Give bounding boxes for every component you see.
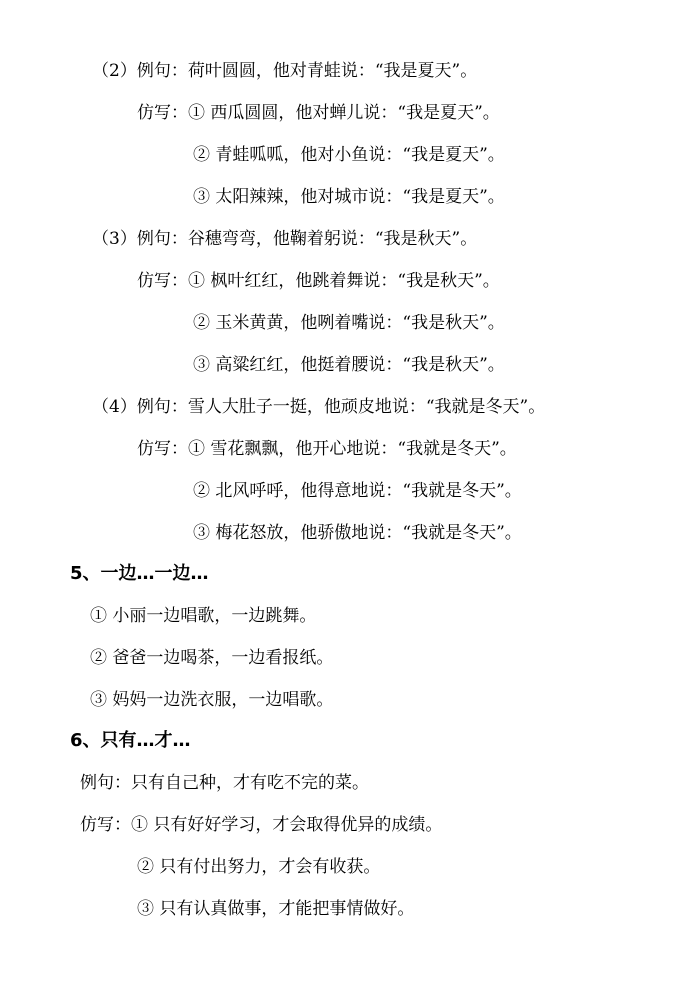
section-6-heading: 6、只有…才… — [70, 730, 191, 751]
section-6-imitation-3: ③ 只有认真做事，才能把事情做好。 — [137, 899, 415, 919]
imitation-2-3: ③ 太阳辣辣，他对城市说：“我是夏天”。 — [193, 187, 505, 207]
imitation-3-1: 仿写：① 枫叶红红，他跳着舞说：“我是秋天”。 — [137, 271, 500, 291]
section-5-item-2: ② 爸爸一边喝茶，一边看报纸。 — [90, 648, 334, 668]
imitation-3-3: ③ 高粱红红，他挺着腰说：“我是秋天”。 — [193, 355, 505, 375]
section-5-item-3: ③ 妈妈一边洗衣服，一边唱歌。 — [90, 690, 334, 710]
section-5-item-1: ① 小丽一边唱歌，一边跳舞。 — [90, 606, 317, 626]
imitation-4-2: ② 北风呼呼，他得意地说：“我就是冬天”。 — [193, 481, 522, 501]
example-sentence-3: （3）例句：谷穗弯弯，他鞠着躬说：“我是秋天”。 — [92, 229, 478, 249]
imitation-2-1: 仿写：① 西瓜圆圆，他对蝉儿说：“我是夏天”。 — [137, 103, 500, 123]
section-6-imitation-1: 仿写：① 只有好好学习，才会取得优异的成绩。 — [80, 815, 443, 835]
section-6-imitation-2: ② 只有付出努力，才会有收获。 — [137, 857, 381, 877]
imitation-3-2: ② 玉米黄黄，他咧着嘴说：“我是秋天”。 — [193, 313, 505, 333]
imitation-4-3: ③ 梅花怒放，他骄傲地说：“我就是冬天”。 — [193, 523, 522, 543]
section-6-example: 例句：只有自己种，才有吃不完的菜。 — [80, 773, 369, 793]
example-sentence-4: （4）例句：雪人大肚子一挺，他顽皮地说：“我就是冬天”。 — [92, 397, 546, 417]
example-sentence-2: （2）例句：荷叶圆圆，他对青蛙说：“我是夏天”。 — [92, 61, 478, 81]
imitation-2-2: ② 青蛙呱呱，他对小鱼说：“我是夏天”。 — [193, 145, 505, 165]
imitation-4-1: 仿写：① 雪花飘飘，他开心地说：“我就是冬天”。 — [137, 439, 517, 459]
section-5-heading: 5、一边…一边… — [70, 563, 209, 584]
